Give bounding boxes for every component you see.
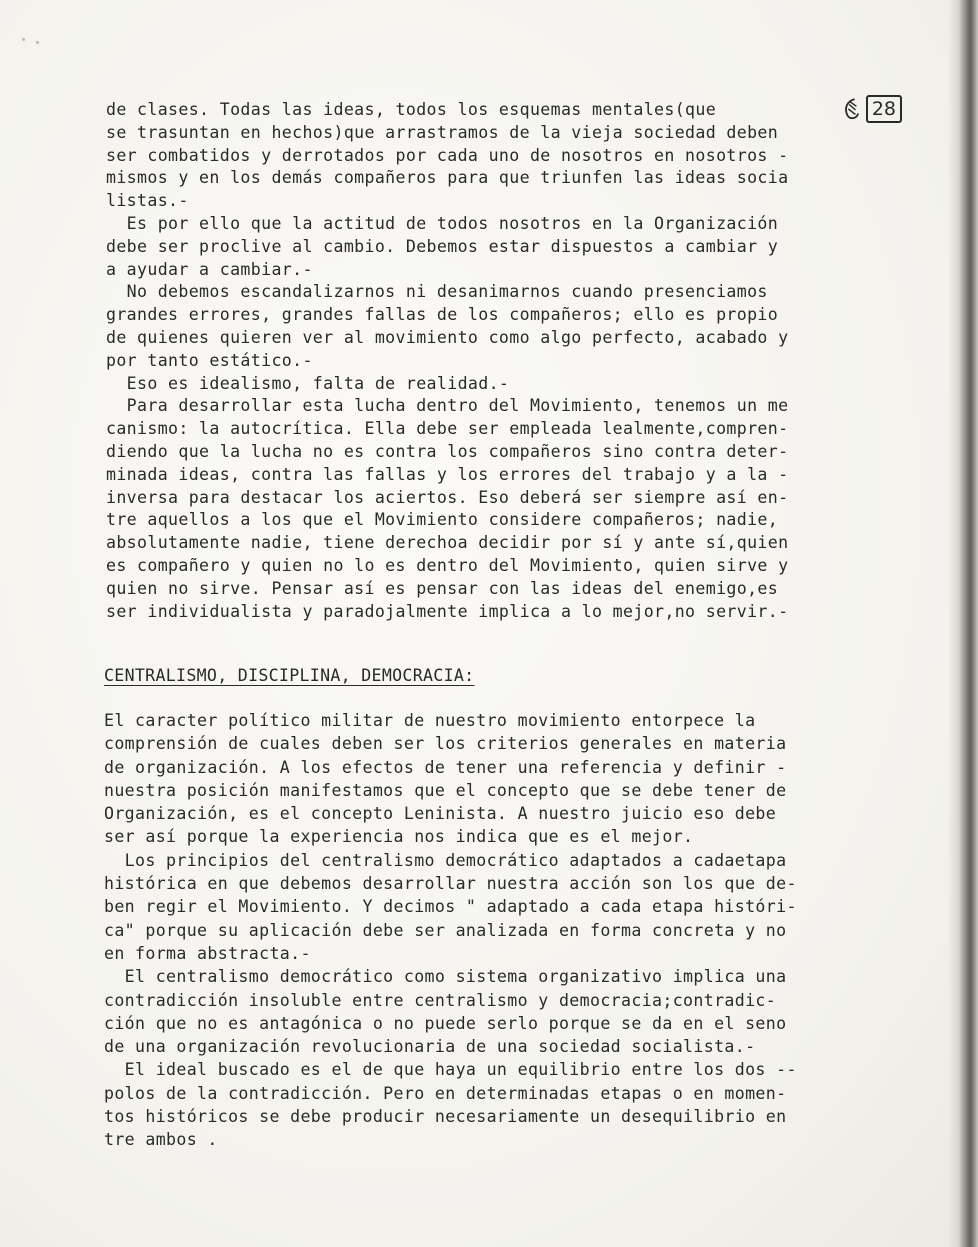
page-binding-shadow [948,0,978,1247]
text-line: grandes errores, grandes fallas de los compañeros; ello es propio [106,305,779,325]
body-text-section-2 [104,709,797,1152]
text-line: El centralismo democrático como sistema organizativo implica una [104,967,787,987]
text-line: histórica en que debemos desarrollar nuestra acción son los que de- [104,874,797,894]
text-line: Es por ello que la actitud de todos nosotros en la Organización [106,213,779,233]
text-line: El ideal buscado es el de que haya un equilibrio entre los dos -- [104,1060,797,1080]
text-line: tos históricos se debe producir necesariamente un desequilibrio en [104,1107,787,1127]
text-line: absolutamente nadie, tiene derechoa decidir por sí y ante sí,quien [106,533,789,553]
text-line: El caracter político militar de nuestro movimiento entorpece la [104,711,756,730]
text-line: debe ser proclive al cambio. Debemos estar dispuestos a cambiar y [106,236,779,256]
text-line: mismos y en los demás compañeros para que triunfen las ideas socia [106,168,789,188]
text-line: por tanto estático.- [106,350,313,370]
text-line: es compañero y quien no lo es dentro del Movimiento, quien sirve y [106,555,789,575]
text-line: Para desarrollar esta lucha dentro del Movimiento, tenemos un me [106,396,789,416]
text-line: ser así porque la experiencia nos indica que es el mejor. [104,827,694,847]
text-line: de clases. Todas las ideas, todos los esquemas mentales(que [106,100,717,119]
text-line: inversa para destacar los aciertos. Eso deberá ser siempre así en- [106,487,789,507]
handwritten-mark-icon [842,96,862,122]
text-line: minada ideas, contra las fallas y los errores del trabajo y a la - [106,464,789,484]
text-line: Los principios del centralismo democrático adaptados a cadaetapa [104,850,787,870]
text-line: contradicción insoluble entre centralismo y democracia;contradic- [104,990,777,1010]
scan-speck [36,41,39,44]
text-line: tre aquellos a los que el Movimiento considere compañeros; nadie, [106,510,779,530]
text-line: ben regir el Movimiento. Y decimos " adaptado a cada etapa históri- [104,897,797,917]
text-line: diendo que la lucha no es contra los compañeros sino contra deter- [106,441,789,461]
text-line: tre ambos . [104,1130,218,1150]
text-line: de una organización revolucionaria de una sociedad socialista.- [104,1037,756,1057]
text-line: comprensión de cuales deben ser los criterios generales en materia [104,734,787,754]
text-line: Organización, es el concepto Leninista. A nuestro juicio eso debe [104,804,777,824]
text-line: ser combatidos y derrotados por cada uno de nosotros en nosotros - [106,145,789,165]
scan-speck [22,38,25,41]
text-line: de organización. A los efectos de tener una referencia y definir - [104,757,787,777]
text-line: ca" porque su aplicación debe ser analizada en forma concreta y no [104,920,787,940]
section-heading: CENTRALISMO, DISCIPLINA, DEMOCRACIA: [104,666,475,685]
text-line: ser individualista y paradojalmente implica a lo mejor,no servir.- [106,601,789,621]
text-line: ción que no es antagónica o no puede serlo porque se da en el seno [104,1013,787,1033]
page-number [842,92,902,126]
text-line: a ayudar a cambiar.- [106,259,313,279]
text-line: de quienes quieren ver al movimiento como algo perfecto, acabado y [106,327,789,347]
text-line: nuestra posición manifestamos que el concepto que se debe tener de [104,780,787,800]
text-line: No debemos escandalizarnos ni desanimarnos cuando presenciamos [106,282,768,302]
body-text-section-1 [106,99,788,623]
text-line: canismo: la autocrítica. Ella debe ser empleada lealmente,compren- [106,419,789,439]
text-line: polos de la contradicción. Pero en determinadas etapas o en momen- [104,1083,787,1103]
text-line: en forma abstracta.- [104,943,311,963]
page-number-label: 28 [866,95,902,123]
text-line: Eso es idealismo, falta de realidad.- [106,373,510,393]
text-line: se trasuntan en hechos)que arrastramos de la vieja sociedad deben [106,122,779,142]
text-line: listas.- [106,191,189,211]
text-line: quien no sirve. Pensar así es pensar con las ideas del enemigo,es [106,578,779,598]
